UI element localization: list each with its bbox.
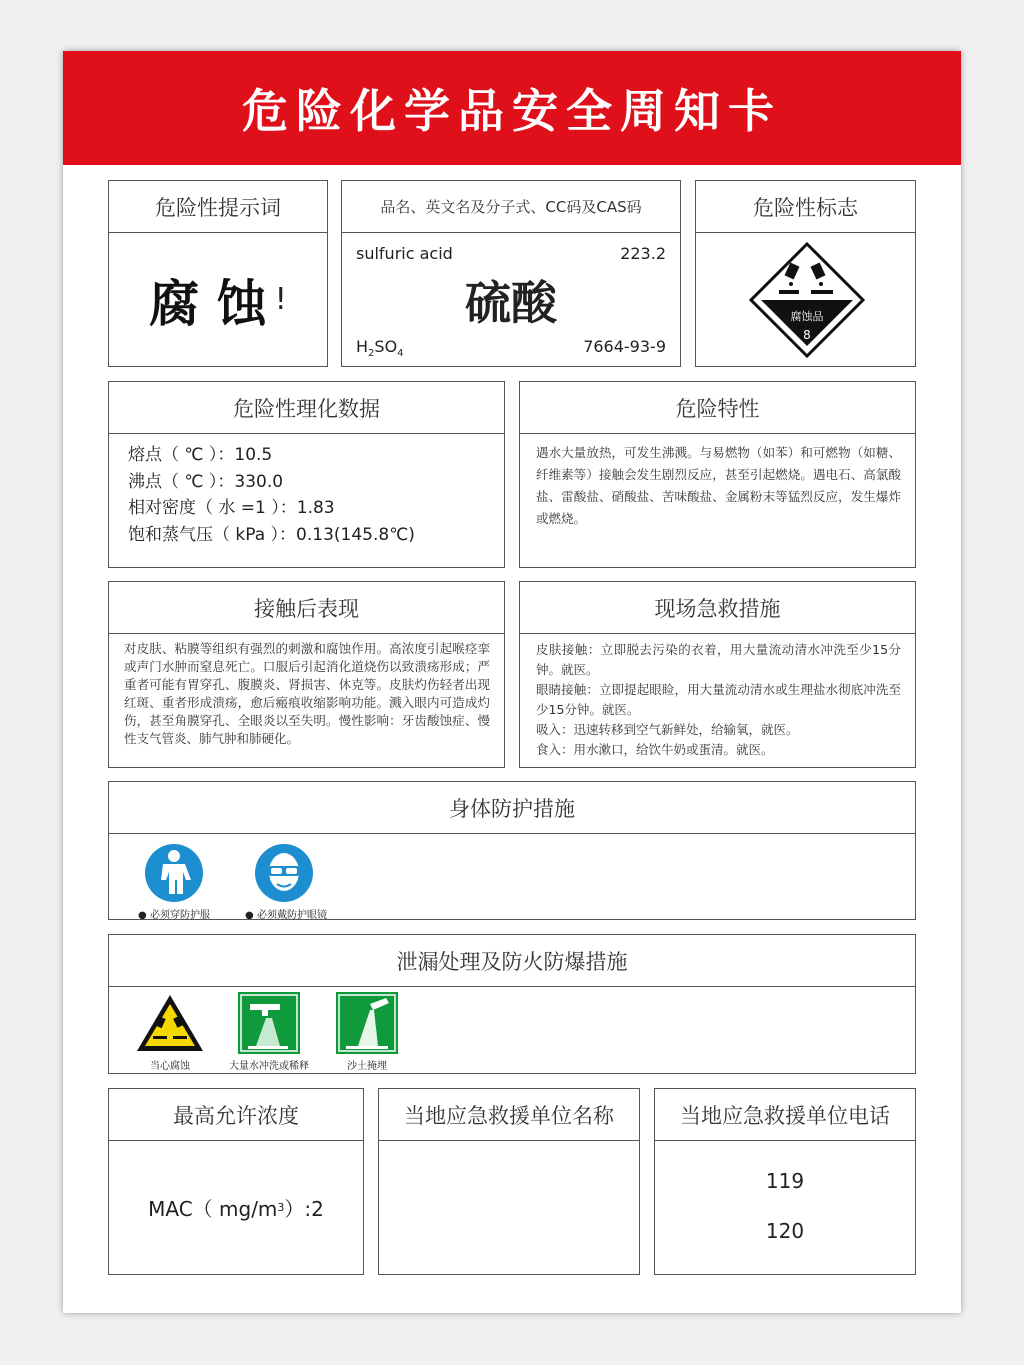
leak-heading: 泄漏处理及防火防爆措施	[109, 935, 915, 987]
chinese-name: 硫酸	[465, 276, 557, 330]
goggles-icon	[253, 842, 315, 908]
identity-box	[341, 180, 681, 367]
hazard-properties-heading: 危险特性	[520, 382, 915, 434]
hazard-class-number: 8	[803, 328, 811, 342]
exposure-box	[108, 581, 505, 768]
first-aid-inhalation: 吸入：迅速转移到空气新鲜处，给输氧，就医。	[536, 722, 799, 737]
mac-value: MAC（ mg/m 3 ）:2	[148, 1197, 324, 1221]
corrosive-diamond-icon	[749, 242, 865, 358]
physchem-heading: 危险性理化数据	[109, 382, 504, 434]
signal-word-mark: !	[274, 282, 287, 317]
emergency-unit-value	[379, 1141, 639, 1274]
first-aid-ingestion: 食入：用水漱口，给饮牛奶或蛋清。就医。	[536, 742, 774, 757]
melting-point: 熔点（ ℃ ）：10.5	[128, 445, 273, 465]
cas-number: 7664-93-9	[583, 337, 666, 356]
protection-heading: 身体防护措施	[109, 782, 915, 834]
emergency-unit-box	[378, 1088, 640, 1275]
sand-cover-caption: 沙土掩埋	[347, 1061, 387, 1072]
english-name: sulfuric acid	[356, 244, 453, 263]
first-aid-eye: 眼睛接触：立即提起眼睑，用大量流动清水或生理盐水彻底冲洗至少15分钟。就医。	[536, 682, 901, 717]
protective-suit-caption: ● 必须穿防护服	[138, 910, 210, 921]
physchem-box	[108, 381, 505, 568]
corrosive-label: 腐蚀品	[790, 310, 824, 323]
corrosion-warning-caption: 当心腐蚀	[150, 1061, 190, 1072]
signal-word-box	[108, 180, 328, 367]
emergency-phone-heading: 当地应急救援单位电话	[655, 1089, 915, 1141]
first-aid-box	[519, 581, 916, 768]
vapor-pressure: 饱和蒸气压（ kPa ）：0.13(145.8℃)	[128, 524, 415, 545]
water-rinse-icon	[238, 992, 300, 1058]
corrosion-warning-icon	[135, 993, 205, 1057]
molecular-weight: 223.2	[620, 244, 666, 263]
boiling-point: 沸点（ ℃ ）：330.0	[128, 471, 284, 492]
first-aid-heading: 现场急救措施	[520, 582, 915, 634]
water-rinse-caption: 大量水冲洗或稀释	[229, 1061, 309, 1072]
limits-box	[108, 1088, 364, 1275]
relative-density: 相对密度（ 水 =1 ）：1.83	[128, 498, 335, 518]
emergency-phone-box	[654, 1088, 916, 1275]
emergency-phone-1: 119	[765, 1169, 805, 1193]
leak-box	[108, 934, 916, 1074]
hazard-properties-text: 遇水大量放热，可发生沸溅。与易燃物（如苯）和可燃物（如糖、纤维素等）接触会发生剧烈反应，甚至引起燃烧。遇电石、高氯酸盐、雷酸盐、硝酸盐、苦味酸盐、金属粉末等猛烈反应，发生爆炸或燃烧。	[536, 445, 901, 526]
sand-cover-icon	[336, 992, 398, 1058]
hazard-symbol-heading: 危险性标志	[696, 181, 915, 233]
protection-box	[108, 781, 916, 920]
protective-suit-icon	[143, 842, 205, 908]
hazard-symbol-box	[695, 180, 916, 367]
goggles-caption: ● 必须戴防护眼镜	[245, 910, 327, 921]
limits-heading: 最高允许浓度	[109, 1089, 363, 1141]
molecular-formula: $H_2SO_4$	[356, 337, 404, 360]
exposure-text: 对皮肤、粘膜等组织有强烈的刺激和腐蚀作用。高浓度引起喉痉挛或声门水肿而窒息死亡。口服后引起消化道烧伤以致溃疡形成；严重者可能有胃穿孔、腹膜炎、肾损害、休克等。皮肤灼伤轻者出现红斑、重者形成溃疡，愈后瘢痕收缩影响功能。溅入眼内可造成灼伤，甚至角膜穿孔、全眼炎以至失明。慢性影响：牙齿酸蚀症、慢性支气管炎、肺气肿和肺硬化。	[124, 641, 490, 746]
hazard-properties-box	[519, 381, 916, 568]
exposure-heading: 接触后表现	[109, 582, 504, 634]
signal-word-heading: 危险性提示词	[109, 181, 327, 233]
identity-heading: 品名、英文名及分子式、CC码及CAS码	[342, 181, 680, 233]
emergency-phone-2: 120	[765, 1219, 805, 1243]
signal-word: 腐 蚀	[149, 274, 267, 333]
emergency-unit-heading: 当地应急救援单位名称	[379, 1089, 639, 1141]
card-title: 危险化学品安全周知卡	[63, 51, 961, 165]
first-aid-skin: 皮肤接触：立即脱去污染的衣着，用大量流动清水冲洗至少15分钟。就医。	[536, 642, 901, 677]
